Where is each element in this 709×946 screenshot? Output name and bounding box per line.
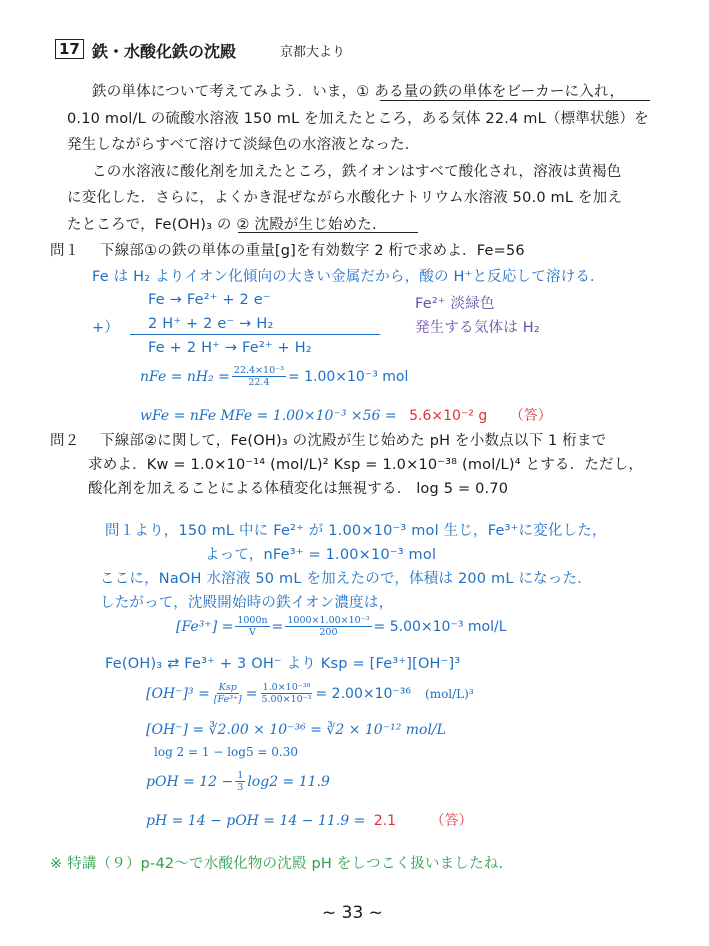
q2-answer-mark: （答）	[430, 813, 473, 829]
q1-answer-mark: （答）	[509, 408, 552, 424]
intro-line: 0.10 mol/L の硫酸水溶液 150 mL を加えたところ，ある気体 22.4 mL（標準状態）を	[67, 111, 649, 127]
problem-title: 鉄・水酸化鉄の沈殿	[92, 42, 237, 61]
q2-answer: 2.1	[373, 813, 397, 829]
q2-oh3-fraction-2: $\frac{\text{1.0×10⁻³⁸}}{\text{5.00×10⁻³}}$	[261, 682, 312, 705]
q2-oh-cubed: [OH⁻]³ = $\frac{\text{Ksp}}{\text{[Fe³⁺]}}$ = $\frac{\text{1.0×10⁻³⁸}}{\text{5.00×10⁻³}}$ = 2.00×10⁻³⁶ (mol/L)³	[146, 682, 474, 705]
q1-eq1-note: Fe²⁺ 淡緑色	[415, 296, 495, 312]
q2-step: 問１より，150 mL 中に Fe²⁺ が 1.00×10⁻³ mol 生じ，Fe³⁺に変化した，	[105, 523, 607, 539]
q2-concentration: [Fe³⁺] = $\frac{1000n}{V}$ = $\frac{\text{1000×1.00×10⁻³}}{200}$ = 5.00×10⁻³ mol/L	[176, 615, 507, 638]
intro-line: に変化した．さらに，よくかき混ぜながら水酸化ナトリウム水溶液 50.0 mL を加え	[67, 190, 623, 206]
q1-moles-fraction: $\frac{\text{22.4×10⁻³}}{22.4}$	[233, 365, 284, 388]
q2-poh: pOH = 12 − $\frac{1}{3}$ log2 = 11.9	[146, 770, 330, 793]
intro-line: 発生しながらすべて溶けて淡緑色の水溶液となった．	[67, 137, 420, 153]
q1-eq2: 2 H⁺ + 2 e⁻ → H₂	[148, 316, 274, 332]
q1-answer: 5.6×10⁻² g	[409, 408, 488, 424]
intro-line: 鉄の単体について考えてみよう．いま，① ある量の鉄の単体をビーカーに入れ，	[92, 84, 625, 100]
q2-conc-fraction-1: $\frac{1000n}{V}$	[237, 615, 268, 638]
q1-eq3: Fe + 2 H⁺ → Fe²⁺ + H₂	[148, 340, 312, 356]
q1-label: 問１	[50, 243, 80, 259]
q2-oh3-fraction-1: $\frac{\text{Ksp}}{\text{[Fe³⁺]}}$	[213, 682, 242, 705]
q2-label: 問２	[50, 433, 80, 449]
q2-poh-fraction: $\frac{1}{3}$	[237, 770, 244, 793]
q1-explain: Fe は H₂ よりイオン化傾向の大きい金属だから，酸の H⁺と反応して溶ける．	[92, 269, 605, 285]
q1-eq2-note: 発生する気体は H₂	[415, 320, 540, 336]
q2-oh-line: [OH⁻] = ∛2.00 × 10⁻³⁶ = ∛2 × 10⁻¹² mol/L	[146, 722, 446, 738]
underline-1	[380, 100, 650, 101]
q1-text: 下線部①の鉄の単体の重量[g]を有効数字 2 桁で求めよ．Fe=56	[100, 243, 525, 259]
q1-plus: +）	[92, 320, 120, 336]
underline-2	[238, 232, 418, 233]
q2-conc-fraction-2: $\frac{\text{1000×1.00×10⁻³}}{200}$	[287, 615, 370, 638]
q1-sum-line	[130, 334, 380, 335]
q2-step: ここに，NaOH 水溶液 50 mL を加えたので，体積は 200 mL になった．	[100, 571, 592, 587]
q1-moles: nFe = nH₂ = $\frac{\text{22.4×10⁻³}}{22.4}$ = 1.00×10⁻³ mol	[140, 365, 409, 388]
q2-text: 酸化剤を加えることによる体積変化は無視する． log 5 = 0.70	[88, 481, 509, 497]
intro-line: たところで，Fe(OH)₃ の ② 沈殿が生じ始めた．	[67, 217, 387, 233]
q1-eq1: Fe → Fe²⁺ + 2 e⁻	[148, 292, 271, 308]
problem-source: 京都大より	[280, 45, 346, 60]
footer-note: ※ 特講（９）p-42～で水酸化物の沈殿 pH をしつこく扱いましたね．	[50, 856, 514, 872]
q2-log-note: log 2 = 1 − log5 = 0.30	[154, 745, 298, 759]
q2-text: 下線部②に関して，Fe(OH)₃ の沈殿が生じ始めた pH を小数点以下 1 桁まで	[100, 433, 607, 449]
intro-line: この水溶液に酸化剤を加えたところ，鉄イオンはすべて酸化され，溶液は黄褐色	[92, 164, 622, 180]
q1-mass: wFe = nFe MFe = 1.00×10⁻³ ×56 = 5.6×10⁻² g （答）	[140, 408, 552, 424]
q2-step: したがって，沈殿開始時の鉄イオン濃度は，	[100, 595, 394, 611]
q2-text: 求めよ．Kw = 1.0×10⁻¹⁴ (mol/L)² Ksp = 1.0×10⁻³⁸ (mol/L)⁴ とする．ただし，	[88, 457, 644, 473]
q2-ksp-line: Fe(OH)₃ ⇄ Fe³⁺ + 3 OH⁻ より Ksp = [Fe³⁺][OH⁻]³	[105, 656, 461, 672]
q2-step: よって，nFe³⁺ = 1.00×10⁻³ mol	[205, 547, 437, 563]
page-number: ~ 33 ~	[322, 903, 383, 923]
q2-ph: pH = 14 − pOH = 14 − 11.9 = 2.1 （答）	[146, 813, 473, 829]
problem-number: 17	[55, 39, 84, 59]
